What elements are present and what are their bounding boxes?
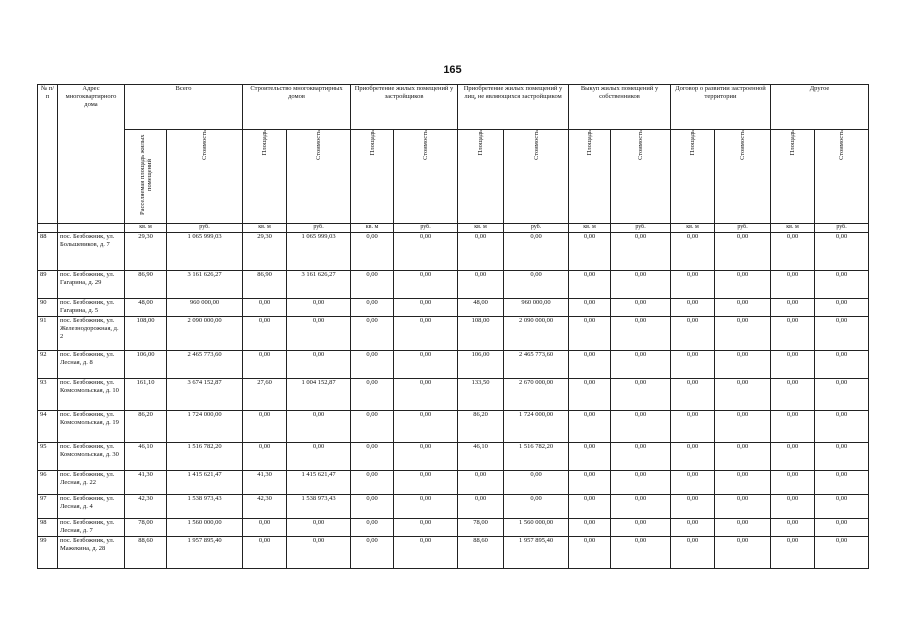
- row-value: 2 090 000,00: [167, 317, 243, 351]
- row-value: 0,00: [671, 537, 715, 569]
- row-value: 0,00: [504, 233, 569, 271]
- row-value: 0,00: [715, 519, 771, 537]
- row-value: 0,00: [504, 471, 569, 495]
- row-value: 0,00: [394, 271, 458, 299]
- table-row: [38, 351, 869, 379]
- table-row: [38, 299, 869, 317]
- row-value: 0,00: [394, 471, 458, 495]
- table-row: [38, 443, 869, 471]
- row-value: 0,00: [771, 299, 815, 317]
- row-number: 94: [38, 411, 58, 443]
- row-value: 0,00: [394, 379, 458, 411]
- row-value: 0,00: [771, 317, 815, 351]
- table-row: [38, 317, 869, 351]
- unit-label: кв. м: [351, 224, 394, 233]
- row-value: 0,00: [569, 443, 611, 471]
- row-value: 0,00: [287, 317, 351, 351]
- row-value: 0,00: [569, 495, 611, 519]
- sub-header-label: Стоимость: [838, 130, 846, 160]
- row-value: 0,00: [771, 411, 815, 443]
- row-value: 0,00: [611, 299, 671, 317]
- sub-header-12: [771, 130, 815, 224]
- row-value: 0,00: [771, 519, 815, 537]
- row-value: 0,00: [671, 495, 715, 519]
- units-blank: [58, 224, 125, 233]
- row-value: 0,00: [243, 351, 287, 379]
- row-value: 86,90: [243, 271, 287, 299]
- row-value: 0,00: [351, 233, 394, 271]
- row-value: 0,00: [351, 495, 394, 519]
- row-value: 0,00: [815, 233, 869, 271]
- sub-header-7: [504, 130, 569, 224]
- row-value: 0,00: [815, 471, 869, 495]
- sub-header-10: [671, 130, 715, 224]
- header-group-total: Всего: [125, 85, 243, 130]
- row-value: 0,00: [671, 411, 715, 443]
- table-row: [38, 411, 869, 443]
- sub-header-label: Стоимость: [637, 130, 645, 160]
- row-value: 0,00: [394, 495, 458, 519]
- row-value: 0,00: [351, 471, 394, 495]
- row-value: 0,00: [243, 519, 287, 537]
- row-value: 1 538 973,43: [287, 495, 351, 519]
- table-row: [38, 471, 869, 495]
- row-value: 0,00: [394, 443, 458, 471]
- row-number: 91: [38, 317, 58, 351]
- table-row: [38, 379, 869, 411]
- row-value: 0,00: [715, 495, 771, 519]
- row-value: 0,00: [569, 519, 611, 537]
- row-value: 0,00: [287, 519, 351, 537]
- sub-header-label: Площадь: [789, 130, 797, 156]
- row-value: 0,00: [715, 443, 771, 471]
- row-value: 0,00: [815, 495, 869, 519]
- row-value: 0,00: [287, 351, 351, 379]
- row-value: 0,00: [458, 233, 504, 271]
- row-value: 42,30: [125, 495, 167, 519]
- row-value: 0,00: [715, 351, 771, 379]
- row-value: 0,00: [611, 233, 671, 271]
- row-value: 0,00: [671, 299, 715, 317]
- row-value: 0,00: [458, 471, 504, 495]
- row-value: 0,00: [569, 233, 611, 271]
- row-value: 161,10: [125, 379, 167, 411]
- row-value: 0,00: [569, 471, 611, 495]
- row-value: 0,00: [351, 443, 394, 471]
- row-value: 0,00: [351, 351, 394, 379]
- row-value: 0,00: [771, 537, 815, 569]
- row-value: 88,60: [458, 537, 504, 569]
- row-value: 0,00: [815, 519, 869, 537]
- row-value: 0,00: [394, 519, 458, 537]
- row-address: пос. Безбожник, ул. Гагарина, д. 29: [58, 271, 125, 299]
- sub-header-label: Стоимость: [315, 130, 323, 160]
- sub-header-label: Площадь: [477, 130, 485, 156]
- row-value: 1 957 895,40: [504, 537, 569, 569]
- row-value: 0,00: [351, 271, 394, 299]
- row-number: 89: [38, 271, 58, 299]
- unit-label: руб.: [611, 224, 671, 233]
- sub-header-8: [569, 130, 611, 224]
- unit-label: кв. м: [569, 224, 611, 233]
- row-value: 960 000,00: [504, 299, 569, 317]
- row-number: 99: [38, 537, 58, 569]
- row-number: 95: [38, 443, 58, 471]
- unit-label: кв. м: [243, 224, 287, 233]
- row-value: 0,00: [569, 351, 611, 379]
- row-value: 0,00: [611, 379, 671, 411]
- row-value: 0,00: [243, 443, 287, 471]
- row-value: 27,60: [243, 379, 287, 411]
- row-address: пос. Безбожник, ул. Лесная, д. 4: [58, 495, 125, 519]
- table-row: [38, 519, 869, 537]
- row-value: 0,00: [771, 271, 815, 299]
- row-value: 0,00: [243, 537, 287, 569]
- header-group-territory: Договор о развитии застроенной территории: [671, 85, 771, 130]
- row-value: 0,00: [771, 495, 815, 519]
- row-value: 0,00: [671, 271, 715, 299]
- row-value: 0,00: [611, 495, 671, 519]
- row-value: 106,00: [458, 351, 504, 379]
- sub-header-5: [394, 130, 458, 224]
- row-value: 108,00: [458, 317, 504, 351]
- sub-header-label: Площадь: [586, 130, 594, 156]
- row-value: 0,00: [611, 537, 671, 569]
- row-value: 108,00: [125, 317, 167, 351]
- row-address: пос. Безбожник, ул. Лесная, д. 8: [58, 351, 125, 379]
- row-value: 1 724 000,00: [167, 411, 243, 443]
- row-number: 90: [38, 299, 58, 317]
- row-value: 0,00: [394, 233, 458, 271]
- sub-header-2: [243, 130, 287, 224]
- row-value: 78,00: [125, 519, 167, 537]
- row-value: 42,30: [243, 495, 287, 519]
- row-value: 0,00: [504, 271, 569, 299]
- row-value: 0,00: [611, 519, 671, 537]
- row-value: 0,00: [715, 233, 771, 271]
- row-value: 0,00: [351, 379, 394, 411]
- row-value: 0,00: [671, 233, 715, 271]
- row-value: 0,00: [287, 299, 351, 317]
- row-value: 78,00: [458, 519, 504, 537]
- row-value: 0,00: [569, 299, 611, 317]
- sub-header-11: [715, 130, 771, 224]
- row-value: 0,00: [611, 443, 671, 471]
- row-address: пос. Безбожник, ул. Комсомольская, д. 19: [58, 411, 125, 443]
- header-group-developers: Приобретение жилых помещений у застройщиков: [351, 85, 458, 130]
- row-value: 3 674 152,87: [167, 379, 243, 411]
- row-value: 0,00: [394, 537, 458, 569]
- row-value: 0,00: [394, 411, 458, 443]
- sub-header-label: Стоимость: [739, 130, 747, 160]
- row-value: 0,00: [458, 495, 504, 519]
- row-value: 0,00: [815, 317, 869, 351]
- row-value: 0,00: [815, 411, 869, 443]
- row-address: пос. Безбожник, ул. Комсомольская, д. 10: [58, 379, 125, 411]
- row-value: 0,00: [611, 411, 671, 443]
- unit-label: кв. м: [771, 224, 815, 233]
- row-number: 92: [38, 351, 58, 379]
- row-value: 1 415 621,47: [287, 471, 351, 495]
- row-value: 0,00: [458, 271, 504, 299]
- row-number: 88: [38, 233, 58, 271]
- sub-header-label: Стоимость: [532, 130, 540, 160]
- row-value: 0,00: [671, 519, 715, 537]
- row-value: 3 161 626,27: [287, 271, 351, 299]
- sub-header-0: [125, 130, 167, 224]
- row-value: 0,00: [351, 537, 394, 569]
- row-value: 0,00: [771, 379, 815, 411]
- unit-label: руб.: [167, 224, 243, 233]
- row-value: 0,00: [394, 351, 458, 379]
- sub-header-1: [167, 130, 243, 224]
- unit-label: руб.: [504, 224, 569, 233]
- row-value: 0,00: [243, 299, 287, 317]
- sub-header-label: Расселяемая площадь жилых помещений: [138, 134, 153, 216]
- row-value: 133,50: [458, 379, 504, 411]
- table-row: [38, 271, 869, 299]
- sub-header-6: [458, 130, 504, 224]
- row-value: 0,00: [287, 411, 351, 443]
- row-value: 1 516 782,20: [504, 443, 569, 471]
- row-number: 96: [38, 471, 58, 495]
- row-value: 2 465 773,60: [167, 351, 243, 379]
- row-value: 2 670 000,00: [504, 379, 569, 411]
- row-value: 1 065 999,03: [287, 233, 351, 271]
- header-group-non-developers: Приобретение жилых помещений у лиц, не являющихся застройщиком: [458, 85, 569, 130]
- row-address: пос. Безбожник, ул. Гагарина, д. 5: [58, 299, 125, 317]
- row-value: 0,00: [394, 317, 458, 351]
- row-value: 1 065 999,03: [167, 233, 243, 271]
- row-value: 86,20: [458, 411, 504, 443]
- row-value: 0,00: [771, 351, 815, 379]
- units-blank: [38, 224, 58, 233]
- table-body: [38, 233, 869, 569]
- row-value: 1 560 000,00: [504, 519, 569, 537]
- sub-header-label: Площадь: [689, 130, 697, 156]
- sub-header-row: [38, 130, 869, 224]
- row-value: 0,00: [815, 379, 869, 411]
- row-value: 0,00: [611, 317, 671, 351]
- row-value: 0,00: [671, 379, 715, 411]
- row-value: 0,00: [815, 443, 869, 471]
- row-value: 0,00: [569, 317, 611, 351]
- row-value: 1 538 973,43: [167, 495, 243, 519]
- sub-header-4: [351, 130, 394, 224]
- row-value: 0,00: [569, 537, 611, 569]
- row-value: 1 004 152,87: [287, 379, 351, 411]
- row-value: 48,00: [458, 299, 504, 317]
- row-value: 88,60: [125, 537, 167, 569]
- row-value: 46,10: [125, 443, 167, 471]
- row-value: 29,30: [243, 233, 287, 271]
- header-num: № п/п: [38, 85, 58, 224]
- unit-label: руб.: [394, 224, 458, 233]
- row-value: 0,00: [715, 271, 771, 299]
- sub-header-9: [611, 130, 671, 224]
- resettlement-table: [37, 84, 869, 569]
- row-value: 41,30: [243, 471, 287, 495]
- row-value: 0,00: [351, 519, 394, 537]
- row-value: 0,00: [394, 299, 458, 317]
- unit-label: руб.: [715, 224, 771, 233]
- row-value: 0,00: [715, 379, 771, 411]
- unit-label: кв. м: [671, 224, 715, 233]
- row-value: 1 560 000,00: [167, 519, 243, 537]
- row-value: 0,00: [715, 299, 771, 317]
- header-group-buyout: Выкуп жилых помещений у собственников: [569, 85, 671, 130]
- row-value: 0,00: [671, 471, 715, 495]
- row-value: 0,00: [351, 411, 394, 443]
- row-value: 86,90: [125, 271, 167, 299]
- unit-label: кв. м: [125, 224, 167, 233]
- row-address: пос. Безбожник, ул. Мажекина, д. 28: [58, 537, 125, 569]
- group-header-row: [38, 85, 869, 130]
- row-value: 0,00: [569, 271, 611, 299]
- row-address: пос. Безбожник, ул. Лесная, д. 22: [58, 471, 125, 495]
- row-value: 0,00: [351, 317, 394, 351]
- page-number: 165: [443, 64, 462, 76]
- row-value: 86,20: [125, 411, 167, 443]
- units-row: [38, 224, 869, 233]
- header-group-construction: Строительство многоквартирных домов: [243, 85, 351, 130]
- row-number: 98: [38, 519, 58, 537]
- row-value: 41,30: [125, 471, 167, 495]
- row-value: 960 000,00: [167, 299, 243, 317]
- row-value: 0,00: [815, 537, 869, 569]
- row-value: 0,00: [287, 537, 351, 569]
- sub-header-3: [287, 130, 351, 224]
- row-value: 1 415 621,47: [167, 471, 243, 495]
- row-value: 3 161 626,27: [167, 271, 243, 299]
- sub-header-label: Площадь: [368, 130, 376, 156]
- row-value: 106,00: [125, 351, 167, 379]
- row-value: 46,10: [458, 443, 504, 471]
- unit-label: руб.: [815, 224, 869, 233]
- table-row: [38, 495, 869, 519]
- row-value: 1 957 895,40: [167, 537, 243, 569]
- row-value: 0,00: [715, 537, 771, 569]
- row-address: пос. Безбожник, ул. Комсомольская, д. 30: [58, 443, 125, 471]
- row-value: 2 090 000,00: [504, 317, 569, 351]
- row-value: 0,00: [715, 471, 771, 495]
- row-value: 0,00: [771, 471, 815, 495]
- row-value: 0,00: [611, 271, 671, 299]
- row-value: 0,00: [351, 299, 394, 317]
- row-address: пос. Безбожник, ул. Большевиков, д. 7: [58, 233, 125, 271]
- row-value: 0,00: [671, 443, 715, 471]
- row-value: 0,00: [671, 317, 715, 351]
- table-row: [38, 233, 869, 271]
- row-value: 0,00: [671, 351, 715, 379]
- unit-label: руб.: [287, 224, 351, 233]
- row-value: 0,00: [611, 471, 671, 495]
- row-value: 29,30: [125, 233, 167, 271]
- row-address: пос. Безбожник, ул. Лесная, д. 7: [58, 519, 125, 537]
- row-value: 0,00: [504, 495, 569, 519]
- row-address: пос. Безбожник, ул. Железнодорожная, д. 2: [58, 317, 125, 351]
- row-value: 0,00: [243, 411, 287, 443]
- row-value: 0,00: [815, 271, 869, 299]
- row-value: 48,00: [125, 299, 167, 317]
- row-value: 0,00: [771, 233, 815, 271]
- row-value: 0,00: [569, 411, 611, 443]
- row-value: 0,00: [815, 351, 869, 379]
- sub-header-label: Стоимость: [201, 130, 208, 160]
- row-value: 0,00: [771, 443, 815, 471]
- row-number: 97: [38, 495, 58, 519]
- sub-header-label: Площадь: [261, 130, 269, 156]
- row-value: 0,00: [715, 317, 771, 351]
- row-value: 0,00: [815, 299, 869, 317]
- row-value: 1 516 782,20: [167, 443, 243, 471]
- header-group-other: Другое: [771, 85, 869, 130]
- table-row: [38, 537, 869, 569]
- unit-label: кв. м: [458, 224, 504, 233]
- sub-header-label: Стоимость: [422, 130, 430, 160]
- row-value: 0,00: [569, 379, 611, 411]
- row-value: 0,00: [287, 443, 351, 471]
- row-value: 0,00: [243, 317, 287, 351]
- row-value: 0,00: [611, 351, 671, 379]
- header-address: Адрес многоквартирного дома: [58, 85, 125, 224]
- row-value: 1 724 000,00: [504, 411, 569, 443]
- sub-header-13: [815, 130, 869, 224]
- row-value: 0,00: [715, 411, 771, 443]
- row-value: 2 465 773,60: [504, 351, 569, 379]
- row-number: 93: [38, 379, 58, 411]
